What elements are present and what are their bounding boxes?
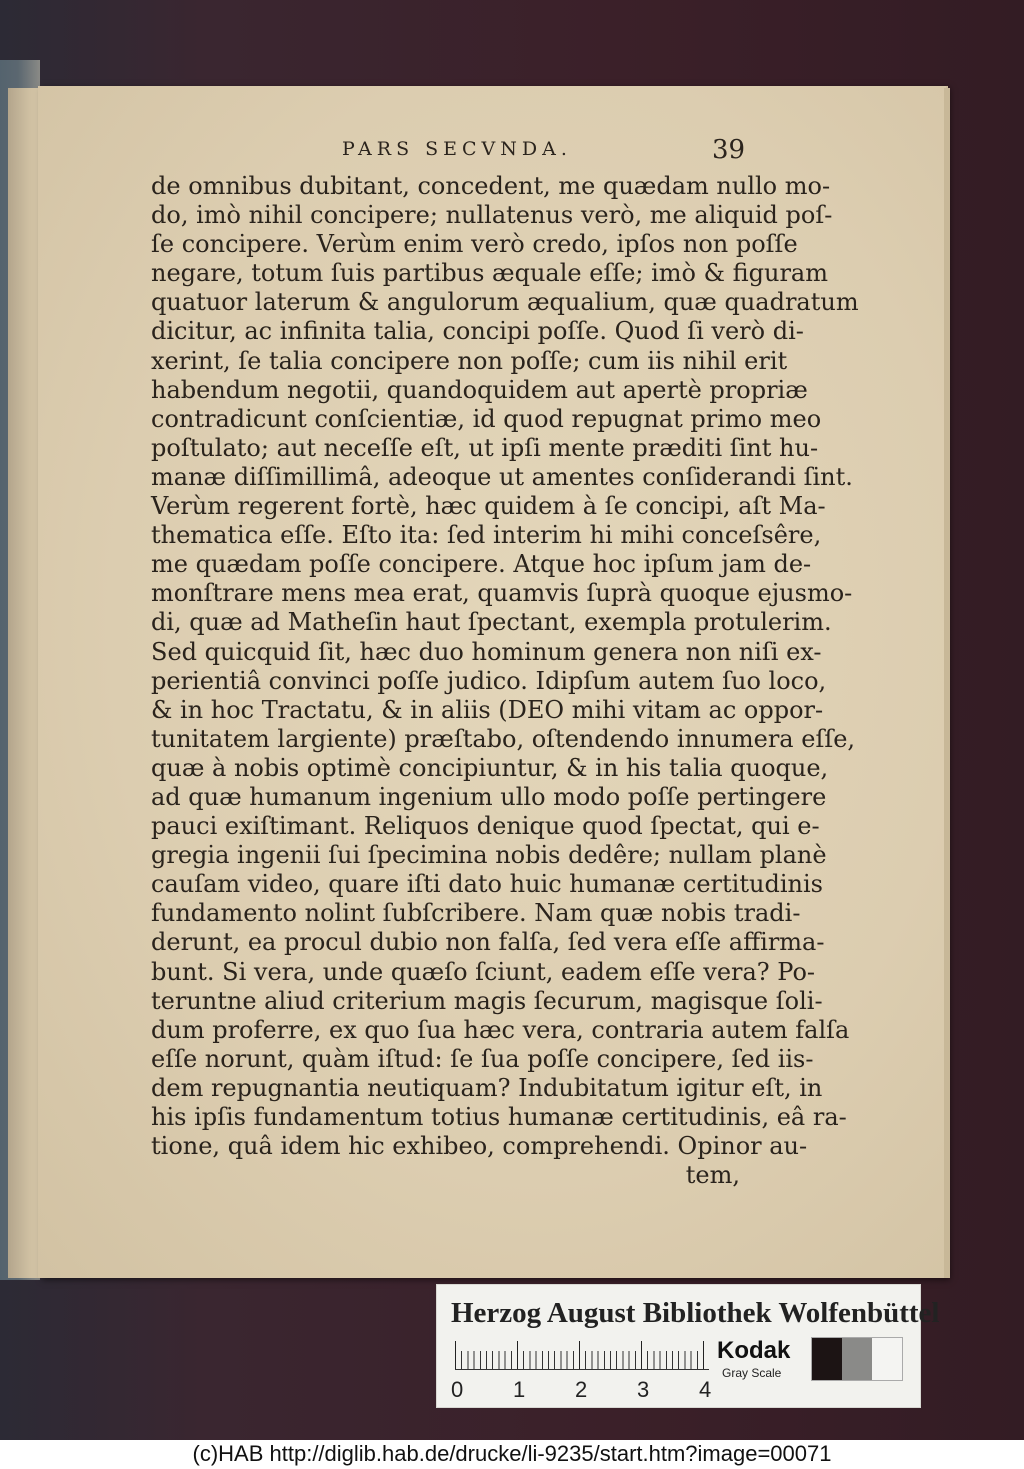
page-fore-edge (944, 88, 950, 1278)
text-line: quæ à nobis optimè concipiuntur, & in his talia quoque, (151, 753, 829, 782)
gray-scale-swatches (811, 1337, 903, 1381)
text-line: poſtulato; aut neceſſe eſt, ut ipſi mente præditi ſint hu- (151, 433, 819, 462)
gray-swatch (872, 1338, 902, 1380)
text-line: dem repugnantia neutiquam? Indubitatum igitur eſt, in (151, 1073, 823, 1102)
text-line: thematica eſſe. Eſto ita: ſed interim hi mihi conceſsêre, (151, 521, 822, 550)
text-line: contradicunt conſcientiæ, id quod repugnat primo meo (151, 404, 822, 433)
kodak-logo: Kodak (717, 1337, 791, 1364)
text-line: cauſam video, quare iſti dato huic humanæ certitudinis (151, 870, 823, 899)
text-line: bunt. Si vera, unde quæſo ſciunt, eadem eſſe vera? Po- (151, 957, 816, 986)
page-number: 39 (712, 135, 746, 165)
library-name: Herzog August Bibliothek Wolfenbüttel (451, 1297, 940, 1329)
text-line: tem, (685, 1161, 740, 1190)
text-line: ſe concipere. Verùm enim verò credo, ipſos non poſſe (151, 230, 798, 259)
ruler-numbers (449, 1377, 719, 1401)
text-line: pauci exiſtimant. Reliquos denique quod ſpectat, qui e- (151, 812, 820, 841)
ruler-number: 1 (513, 1377, 526, 1402)
gray-swatch (842, 1338, 872, 1380)
ruler-number: 4 (699, 1377, 712, 1402)
text-line: dum proferre, ex quo ſua hæc vera, contraria autem falſa (151, 1015, 850, 1044)
text-line: his ipſis fundamentum totius humanæ certitudinis, eâ ra- (151, 1103, 847, 1131)
ruler-number: 0 (451, 1377, 464, 1402)
body-text (151, 172, 859, 1190)
text-line: me quædam poſſe concipere. Atque hoc ipſum jam de- (151, 550, 812, 579)
gray-swatch (812, 1338, 842, 1380)
text-line: derunt, ea procul dubio non falſa, ſed vera eſſe affirma- (151, 928, 825, 957)
text-line: xerint, ſe talia concipere non poſſe; cum iis nihil erit (151, 346, 788, 375)
text-line: & in hoc Tractatu, & in aliis (DEO mihi vitam ac oppor- (151, 695, 824, 724)
text-line: perientiâ convinci poſſe judico. Idipſum autem ſuo loco, (151, 666, 827, 695)
text-line: Verùm regerent fortè, hæc quidem à ſe concipi, aſt Ma- (151, 492, 826, 521)
footer-bar (0, 1440, 1024, 1469)
text-line: habendum negotii, quandoquidem aut apertè propriæ (151, 375, 808, 404)
text-line: eſſe norunt, quàm iſtud: ſe ſua poſſe concipere, ſed iis- (151, 1044, 814, 1073)
text-line: teruntne aliud criterium magis ſecurum, magisque ſoli- (151, 986, 823, 1015)
running-head: PARS SECVNDA. (342, 138, 572, 160)
text-line: tunitatem largiente) præſtabo, oſtendendo innumera eſſe, (151, 724, 856, 753)
color-reference-card (436, 1284, 940, 1408)
text-line: dicitur, ac infinita talia, concipi poſſe. Quod ſi verò di- (151, 317, 804, 346)
text-line: tione, quâ idem hic exhibeo, comprehendi. Opinor au- (151, 1132, 808, 1161)
ruler-number: 2 (575, 1377, 588, 1402)
copyright-url: (c)HAB http://diglib.hab.de/drucke/li-9235/start.htm?image=00071 (192, 1441, 832, 1466)
text-line: gregia ingenii ſui ſpecimina nobis dedêre; nullam planè (151, 841, 827, 870)
text-line: monſtrare mens mea erat, quamvis ſuprà quoque ejusmo- (151, 579, 853, 608)
text-line: Sed quicquid ſit, hæc duo hominum genera non niſi ex- (151, 637, 822, 666)
text-line: di, quæ ad Matheſin haut ſpectant, exempla protulerim. (151, 608, 832, 637)
ruler-number: 3 (637, 1377, 650, 1402)
text-line: de omnibus dubitant, concedent, me quædam nullo mo- (151, 172, 831, 200)
scale-ruler (455, 1341, 709, 1370)
text-line: fundamento nolint ſubſcribere. Nam quæ nobis tradi- (151, 899, 801, 928)
text-line: negare, totum ſuis partibus æquale eſſe; imò & figuram (151, 259, 828, 288)
text-line: manæ diſſimillimâ, adeoque ut amentes conſiderandi ſint. (151, 462, 853, 491)
gray-scale-label: Gray Scale (722, 1366, 782, 1380)
text-line: do, imò nihil concipere; nullatenus verò, me aliquid poſ- (151, 201, 833, 230)
text-line: ad quæ humanum ingenium ullo modo poſſe pertingere (151, 782, 827, 811)
text-line: quatuor laterum & angulorum æqualium, quæ quadratum (151, 288, 859, 317)
